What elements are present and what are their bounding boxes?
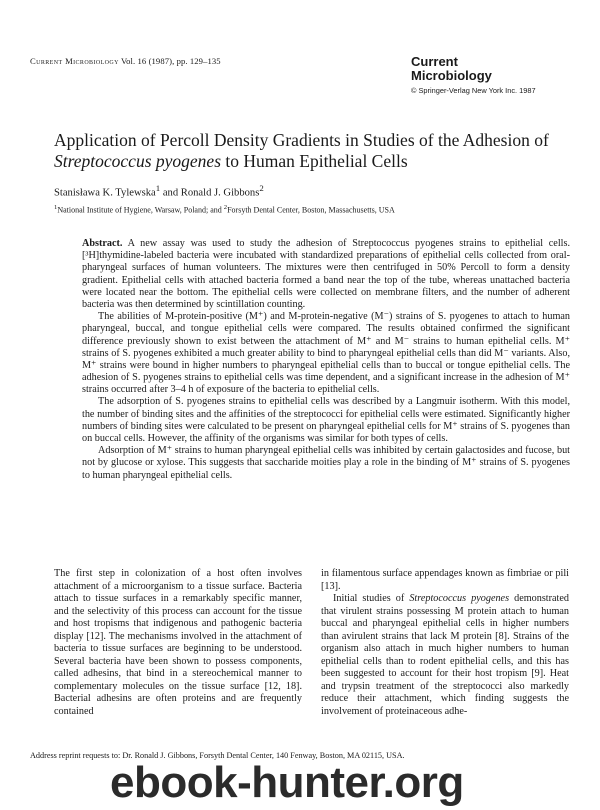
affiliation-1: National Institute of Hygiene, Warsaw, Poland; and [57,205,224,215]
author-1-sup: 1 [155,183,161,193]
affil-sup-1: 1 [54,204,58,211]
affil-sup-2: 2 [223,204,228,211]
affiliations [54,204,395,215]
abstract-paragraph-1 [82,238,570,311]
title-species: Streptococcus pyogenes [54,151,222,171]
brand-line-2: Microbiology [411,68,492,83]
author-1: Stanisława K. Tylewska [54,187,156,199]
author-2-sup: 2 [259,183,264,193]
abstract-label: Abstract. [82,238,123,249]
abstract [82,238,570,482]
intro-paragraph-1-continued: in filamentous surface appendages known as fimbriae or pili [13]. [321,568,569,592]
article-title [54,130,574,172]
intro-paragraph-1: The first step in colonization of a host often involves attachment of a microorganism to a tissue surface. Bacteria attach to tissue surfaces in a remarkably specific manner, and the selectivity of this process can account for the tissue and host tropisms that indigenous and pathogenic bacteria display [12]. The mechanisms involved in the attachment of bacteria to tissue surfaces are beginning to be understood. Several bacteria have been shown to possess components, called adhesins, that bind in a stereochemical manner to complementary molecules on the tissue surface [12, 18]. Bacterial adhesins are often proteins and are frequently contained [54,568,302,717]
journal-reference [30,56,221,66]
intro-p2-b: demonstrated that virulent strains possessing M protein attach to human buccal and pharyngeal epithelial cells in higher numbers than avirulent strains that lack M protein [8]. Strains of the organism also attach in much higher numbers to human epithelial cells than to rodent epithelial cells, and this has been suggested to account for their host tropism [9]. Heat and trypsin treatment of the streptococci also markedly reduce their attachment, which finding suggests the involvement of proteinaceous adhe- [321,593,569,717]
author-2: Ronald J. Gibbons [180,187,260,199]
watermark-text: ebook-hunter.org [110,758,464,807]
reprint-footnote: Address reprint requests to: Dr. Ronald J. Gibbons, Forsyth Dental Center, 140 Fenway, Boston, MA 02115, USA. [30,751,405,760]
abstract-p1-text: A new assay was used to study the adhesion of Streptococcus pyogenes strains to epithelial cells. [³H]thymidine-labeled bacteria were incubated with standardized preparations of epithelial cells collected from oral-pharyngeal surfaces of human volunteers. The mixtures were then centrifuged in 50% Percoll to form a density gradient. Epithelial cells with attached bacteria formed a band near the top of the tube, whereas unattached bacteria were located near the bottom. The epithelial cells were collected on membrane filters, and the number of adherent bacteria was then determined by scintillation counting. [82,238,570,310]
authors [54,183,264,199]
title-part-b: to Human Epithelial Cells [221,151,408,171]
body-column-left [54,568,302,718]
journal-brand [411,55,492,83]
intro-p2-species: Streptococcus pyogenes [409,593,510,604]
volume-ref: Vol. 16 (1987), pp. 129–135 [120,56,221,66]
affiliation-2: Forsyth Dental Center, Boston, Massachusetts, USA [227,205,395,215]
journal-name: Current Microbiology [30,56,119,66]
body-column-right [321,568,569,718]
abstract-paragraph-3: The adsorption of S. pyogenes strains to epithelial cells was described by a Langmuir isotherm. With this model, the number of binding sites and the affinities of the streptococci for epithelial cells were estimated. Significantly higher numbers of binding sites were calculated to be present on pharyngeal epithelial cells for M⁺ strains of S. pyogenes than on buccal cells. However, the affinity of the organisms was similar for both types of cells. [82,396,570,444]
intro-p2-a: Initial studies of [333,593,410,604]
copyright-notice: © Springer-Verlag New York Inc. 1987 [411,86,536,95]
author-and: and [160,187,181,199]
title-part-a: Application of Percoll Density Gradients in Studies of the Adhesion of [54,130,549,150]
abstract-paragraph-4: Adsorption of M⁺ strains to human pharyngeal epithelial cells was inhibited by certain galactosides and fucose, but not by glucose or xylose. This suggests that saccharide moities play a role in the binding of M⁺ strains of S. pyogenes to human pharyngeal epithelial cells. [82,445,570,481]
brand-line-1: Current [411,54,458,69]
abstract-paragraph-2: The abilities of M-protein-positive (M⁺) and M-protein-negative (M⁻) strains of S. pyogenes to attach to human pharyngeal, buccal, and tongue epithelial cells were compared. The results obtained confirmed the significant difference previously shown to exist between the attachment of M⁺ and M⁻ strains to human epithelial cells. M⁺ strains of S. pyogenes exhibited a much greater ability to bind to pharyngeal epithelial cells than did M⁻ variants. Also, M⁺ strains were bound in higher numbers to pharyngeal epithelial cells than to buccal or tongue epithelial cells. The adhesion of S. pyogenes strains to epithelial cells was time dependent, and a significant increase in the adhesion of M⁺ strains occurred after 3–4 h of exposure of the bacteria to epithelial cells. [82,311,570,396]
intro-paragraph-2 [321,593,569,718]
